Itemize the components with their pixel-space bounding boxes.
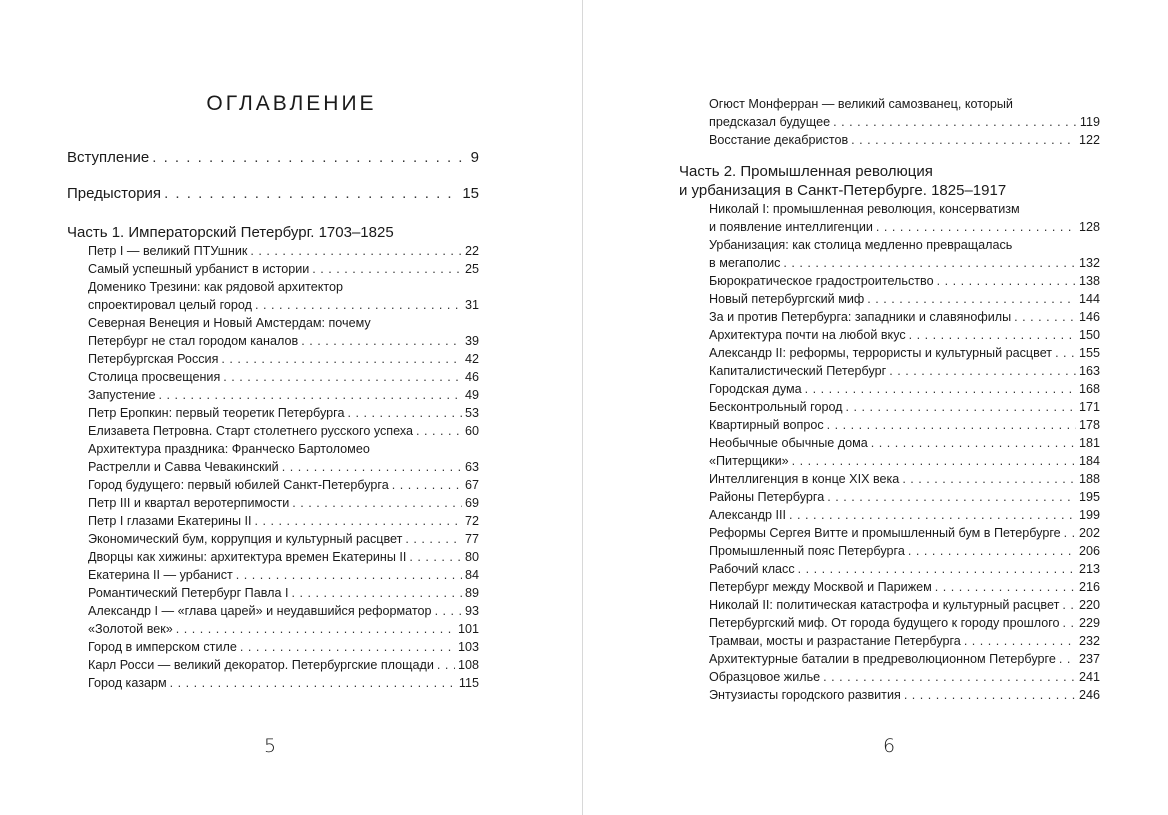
toc-entry[interactable] — [709, 560, 1100, 578]
toc-entry[interactable] — [709, 650, 1100, 668]
entry-title-line: Урбанизация: как столица медленно превращалась — [709, 238, 1013, 252]
entry-page: 188 — [1078, 472, 1100, 486]
toc-entry[interactable] — [709, 632, 1100, 650]
entry-page: 67 — [464, 478, 479, 492]
entry-title-line: Запустение — [88, 388, 156, 402]
entry-page: 241 — [1078, 670, 1100, 684]
entry-title-line: Петр I — великий ПТУшник — [88, 244, 248, 258]
dot-leader — [789, 506, 1076, 524]
entry-page: 9 — [470, 149, 479, 166]
dot-leader — [312, 260, 462, 278]
entry-title-line: Петр Еропкин: первый теоретик Петербурга — [88, 406, 345, 420]
toc-heading: ОГЛАВЛЕНИЕ — [206, 92, 377, 115]
entry-page: 69 — [464, 496, 479, 510]
toc-entry[interactable] — [88, 440, 479, 476]
toc-entry[interactable] — [709, 434, 1100, 452]
entry-page: 199 — [1078, 508, 1100, 522]
dot-leader — [392, 476, 462, 494]
dot-leader — [909, 326, 1076, 344]
entry-title-line: Петербургский миф. От города будущего к городу прошлого — [709, 616, 1060, 630]
toc-entry[interactable] — [88, 674, 479, 692]
dot-leader — [164, 183, 459, 205]
entry-title-line: Бюрократическое градостроительство — [709, 274, 934, 288]
toc-entry[interactable] — [709, 95, 1100, 131]
entry-title-line: Огюст Монферран — великий самозванец, который — [709, 97, 1013, 111]
toc-entry[interactable] — [88, 368, 479, 386]
dot-leader — [908, 542, 1076, 560]
dot-leader — [964, 632, 1076, 650]
entry-title-line: Дворцы как хижины: архитектура времен Екатерины II — [88, 550, 407, 564]
entry-page: 150 — [1078, 328, 1100, 342]
entry-page: 171 — [1078, 400, 1100, 414]
dot-leader — [1064, 524, 1076, 542]
dot-leader — [851, 131, 1076, 149]
dot-leader — [1059, 650, 1076, 668]
dot-leader — [291, 584, 462, 602]
toc-entry[interactable] — [88, 476, 479, 494]
toc-entry[interactable] — [88, 494, 479, 512]
entry-page: 115 — [458, 676, 479, 690]
dot-leader — [435, 602, 462, 620]
toc-entry[interactable] — [88, 386, 479, 404]
toc-entry[interactable] — [88, 404, 479, 422]
entry-title-line: Самый успешный урбанист в истории — [88, 262, 310, 276]
entry-title-line: Петр I глазами Екатерины II — [88, 514, 252, 528]
toc-entry[interactable] — [88, 656, 479, 674]
part-2-title — [679, 162, 1100, 200]
entry-page: 63 — [464, 460, 479, 474]
entry-title-line: Новый петербургский миф — [709, 292, 865, 306]
toc-entry[interactable] — [88, 422, 479, 440]
book-spine — [582, 0, 583, 815]
part-1-entries — [67, 242, 479, 692]
entry-page: 77 — [464, 532, 479, 546]
entry-title-line: Карл Росси — великий декоратор. Петербургские площади — [88, 658, 434, 672]
entry-title-line: Романтический Петербург Павла I — [88, 586, 289, 600]
entry-page: 246 — [1078, 688, 1100, 702]
toc-entry[interactable] — [88, 584, 479, 602]
entry-title-line: спроектировал целый город — [88, 298, 252, 312]
page-number-left: 5 — [264, 735, 277, 757]
entry-title-line: Александр I — «глава царей» и неудавшийся реформатор — [88, 604, 432, 618]
dot-leader — [823, 668, 1076, 686]
entry-title-line: Интеллигенция в конце XIX века — [709, 472, 900, 486]
entry-title: Вступление — [67, 149, 150, 166]
toc-entry[interactable] — [709, 470, 1100, 488]
entry-page: 128 — [1078, 220, 1100, 234]
toc-entry[interactable] — [709, 614, 1100, 632]
part-2-entries — [709, 200, 1100, 704]
entry-page: 80 — [464, 550, 479, 564]
continued-entries — [709, 95, 1100, 149]
entry-page: 46 — [464, 370, 479, 384]
entry-title-line: Необычные обычные дома — [709, 436, 868, 450]
dot-leader — [833, 113, 1077, 131]
dot-leader — [871, 434, 1076, 452]
toc-entry[interactable] — [709, 488, 1100, 506]
toc-entry[interactable] — [88, 638, 479, 656]
entry-title-line: Петр III и квартал веротерпимости — [88, 496, 290, 510]
entry-title-line: За и против Петербурга: западники и славянофилы — [709, 310, 1012, 324]
toc-entry[interactable] — [88, 350, 479, 368]
entry-title-line: Николай II: политическая катастрофа и культурный расцвет — [709, 598, 1060, 612]
toc-entry[interactable] — [709, 686, 1100, 704]
entry-title-line: предсказал будущее — [709, 115, 831, 129]
toc-entry[interactable] — [88, 620, 479, 638]
entry-title-line: Квартирный вопрос — [709, 418, 824, 432]
entry-page: 220 — [1078, 598, 1100, 612]
toc-entry[interactable] — [709, 524, 1100, 542]
entry-page: 93 — [464, 604, 479, 618]
dot-leader — [255, 512, 462, 530]
dot-leader — [176, 620, 455, 638]
entry-page: 89 — [464, 586, 479, 600]
dot-leader — [1014, 308, 1076, 326]
entry-title-line: Городская дума — [709, 382, 802, 396]
dot-leader — [792, 452, 1076, 470]
dot-leader — [159, 386, 462, 404]
toc-entry[interactable] — [709, 290, 1100, 308]
dot-leader — [416, 422, 462, 440]
entry-title-line: Восстание декабристов — [709, 133, 849, 147]
entry-title-line: Петербург не стал городом каналов — [88, 334, 299, 348]
toc-entry[interactable] — [709, 344, 1100, 362]
entry-page: 146 — [1078, 310, 1100, 324]
entry-page: 206 — [1078, 544, 1100, 558]
dot-leader — [240, 638, 455, 656]
dot-leader — [409, 548, 462, 566]
dot-leader — [301, 332, 462, 350]
dot-leader — [876, 218, 1076, 236]
toc-entry[interactable] — [709, 236, 1100, 272]
entry-page: 195 — [1078, 490, 1100, 504]
entry-title-line: в мегаполис — [709, 256, 781, 270]
dot-leader — [437, 656, 455, 674]
toc-entry[interactable] — [709, 506, 1100, 524]
dot-leader — [223, 368, 462, 386]
entry-page: 42 — [464, 352, 479, 366]
entry-title-line: Экономический бум, коррупция и культурный расцвет — [88, 532, 403, 546]
entry-page: 229 — [1078, 616, 1100, 630]
left-page — [0, 0, 583, 815]
entry-page: 181 — [1078, 436, 1100, 450]
entry-page: 232 — [1078, 634, 1100, 648]
dot-leader — [798, 560, 1076, 578]
entry-page: 84 — [464, 568, 479, 582]
toc-entry[interactable] — [88, 260, 479, 278]
entry-page: 144 — [1078, 292, 1100, 306]
entry-page: 237 — [1078, 652, 1100, 666]
entry-page: 184 — [1078, 454, 1100, 468]
toc-entry[interactable] — [709, 452, 1100, 470]
toc-entry[interactable] — [709, 398, 1100, 416]
toc-entry-intro[interactable] — [67, 147, 479, 169]
dot-leader — [827, 416, 1076, 434]
dot-leader — [170, 674, 456, 692]
part-1-title: Часть 1. Императорский Петербург. 1703–1825 — [67, 224, 394, 241]
entry-title-line: Петербург между Москвой и Парижем — [709, 580, 932, 594]
dot-leader — [1062, 596, 1076, 614]
toc-entry[interactable] — [88, 530, 479, 548]
entry-title-line: Александр III — [709, 508, 787, 522]
entry-title-line: Город казарм — [88, 676, 167, 690]
dot-leader — [292, 494, 462, 512]
entry-title-line: Образцовое жилье — [709, 670, 821, 684]
entry-page: 168 — [1078, 382, 1100, 396]
entry-title-line: Реформы Сергея Витте и промышленный бум в Петербурге — [709, 526, 1061, 540]
entry-title-line: «Питерщики» — [709, 454, 789, 468]
dot-leader — [902, 470, 1076, 488]
entry-title-line: Екатерина II — урбанист — [88, 568, 233, 582]
entry-page: 216 — [1078, 580, 1100, 594]
entry-page: 72 — [464, 514, 479, 528]
toc-entry[interactable] — [88, 602, 479, 620]
toc-entry[interactable] — [709, 416, 1100, 434]
entry-page: 163 — [1078, 364, 1100, 378]
entry-page: 15 — [462, 185, 479, 202]
entry-page: 132 — [1078, 256, 1100, 270]
dot-leader — [937, 272, 1076, 290]
dot-leader — [904, 686, 1076, 704]
dot-leader — [783, 254, 1076, 272]
dot-leader — [889, 362, 1076, 380]
toc-entry[interactable] — [709, 200, 1100, 236]
entry-page: 53 — [464, 406, 479, 420]
entry-title: Предыстория — [67, 185, 162, 202]
dot-leader — [827, 488, 1076, 506]
entry-title-line: Город в имперском стиле — [88, 640, 237, 654]
entry-page: 39 — [464, 334, 479, 348]
entry-title-line: Бесконтрольный город — [709, 400, 843, 414]
entry-title-line: Город будущего: первый юбилей Санкт-Петербурга — [88, 478, 389, 492]
toc-entry[interactable] — [709, 326, 1100, 344]
entry-title-line: «Золотой век» — [88, 622, 173, 636]
entry-title-line: Растрелли и Савва Чевакинский — [88, 460, 279, 474]
entry-page: 49 — [464, 388, 479, 402]
entry-title-line: Архитектура почти на любой вкус — [709, 328, 906, 342]
entry-title-line: Энтузиасты городского развития — [709, 688, 901, 702]
dot-leader — [236, 566, 462, 584]
toc-entry[interactable] — [709, 596, 1100, 614]
entry-title-line: Капиталистический Петербург — [709, 364, 887, 378]
dot-leader — [255, 296, 462, 314]
toc-entry[interactable] — [709, 272, 1100, 290]
dot-leader — [935, 578, 1076, 596]
entry-title-line: Николай I: промышленная революция, консерватизм — [709, 202, 1020, 216]
toc-entry[interactable] — [88, 566, 479, 584]
entry-page: 138 — [1078, 274, 1100, 288]
dot-leader — [846, 398, 1076, 416]
dot-leader — [347, 404, 462, 422]
dot-leader — [221, 350, 462, 368]
toc-entry[interactable] — [88, 242, 479, 260]
dot-leader — [405, 530, 462, 548]
entry-page: 101 — [457, 622, 479, 636]
entry-title-line: Архитектура праздника: Франческо Бартоломео — [88, 442, 370, 456]
part-2-title-line: и урбанизация в Санкт-Петербурге. 1825–1917 — [679, 182, 1007, 199]
entry-page: 60 — [464, 424, 479, 438]
toc-entry[interactable] — [709, 131, 1100, 149]
dot-leader — [250, 242, 462, 260]
dot-leader — [152, 147, 467, 169]
dot-leader — [805, 380, 1076, 398]
entry-page: 202 — [1078, 526, 1100, 540]
entry-title-line: Северная Венеция и Новый Амстердам: почему — [88, 316, 371, 330]
entry-page: 25 — [464, 262, 479, 276]
entry-title-line: и появление интеллигенции — [709, 220, 873, 234]
toc-entry-prehistory[interactable] — [67, 183, 479, 205]
page-number-right: 6 — [883, 735, 896, 757]
entry-page: 119 — [1079, 115, 1100, 129]
toc-entry[interactable] — [709, 578, 1100, 596]
toc-entry[interactable] — [88, 548, 479, 566]
toc-entry[interactable] — [709, 380, 1100, 398]
dot-leader — [282, 458, 462, 476]
dot-leader — [1063, 614, 1076, 632]
toc-left-column — [67, 147, 479, 692]
entry-page: 103 — [457, 640, 479, 654]
entry-title-line: Промышленный пояс Петербурга — [709, 544, 905, 558]
entry-title-line: Петербургская Россия — [88, 352, 219, 366]
toc-entry[interactable] — [709, 362, 1100, 380]
entry-title-line: Столица просвещения — [88, 370, 221, 384]
toc-entry[interactable] — [88, 512, 479, 530]
toc-entry[interactable] — [709, 542, 1100, 560]
entry-page: 108 — [457, 658, 479, 672]
entry-title-line: Трамваи, мосты и разрастание Петербурга — [709, 634, 961, 648]
entry-page: 178 — [1078, 418, 1100, 432]
entry-page: 213 — [1078, 562, 1100, 576]
toc-entry[interactable] — [709, 308, 1100, 326]
entry-page: 22 — [464, 244, 479, 258]
entry-page: 155 — [1078, 346, 1100, 360]
entry-title-line: Рабочий класс — [709, 562, 795, 576]
dot-leader — [1055, 344, 1076, 362]
toc-entry[interactable] — [88, 278, 479, 314]
entry-title-line: Доменико Трезини: как рядовой архитектор — [88, 280, 344, 294]
entry-title-line: Архитектурные баталии в предреволюционном Петербурге — [709, 652, 1056, 666]
toc-right-column — [679, 95, 1100, 704]
toc-entry[interactable] — [709, 668, 1100, 686]
toc-entry[interactable] — [88, 314, 479, 350]
entry-title-line: Александр II: реформы, террористы и культурный расцвет — [709, 346, 1053, 360]
dot-leader — [867, 290, 1076, 308]
part-2-title-line: Часть 2. Промышленная революция — [679, 163, 933, 180]
entry-page: 122 — [1078, 133, 1100, 147]
entry-page: 31 — [464, 298, 479, 312]
entry-title-line: Районы Петербурга — [709, 490, 825, 504]
entry-title-line: Елизавета Петровна. Старт столетнего русского успеха — [88, 424, 413, 438]
